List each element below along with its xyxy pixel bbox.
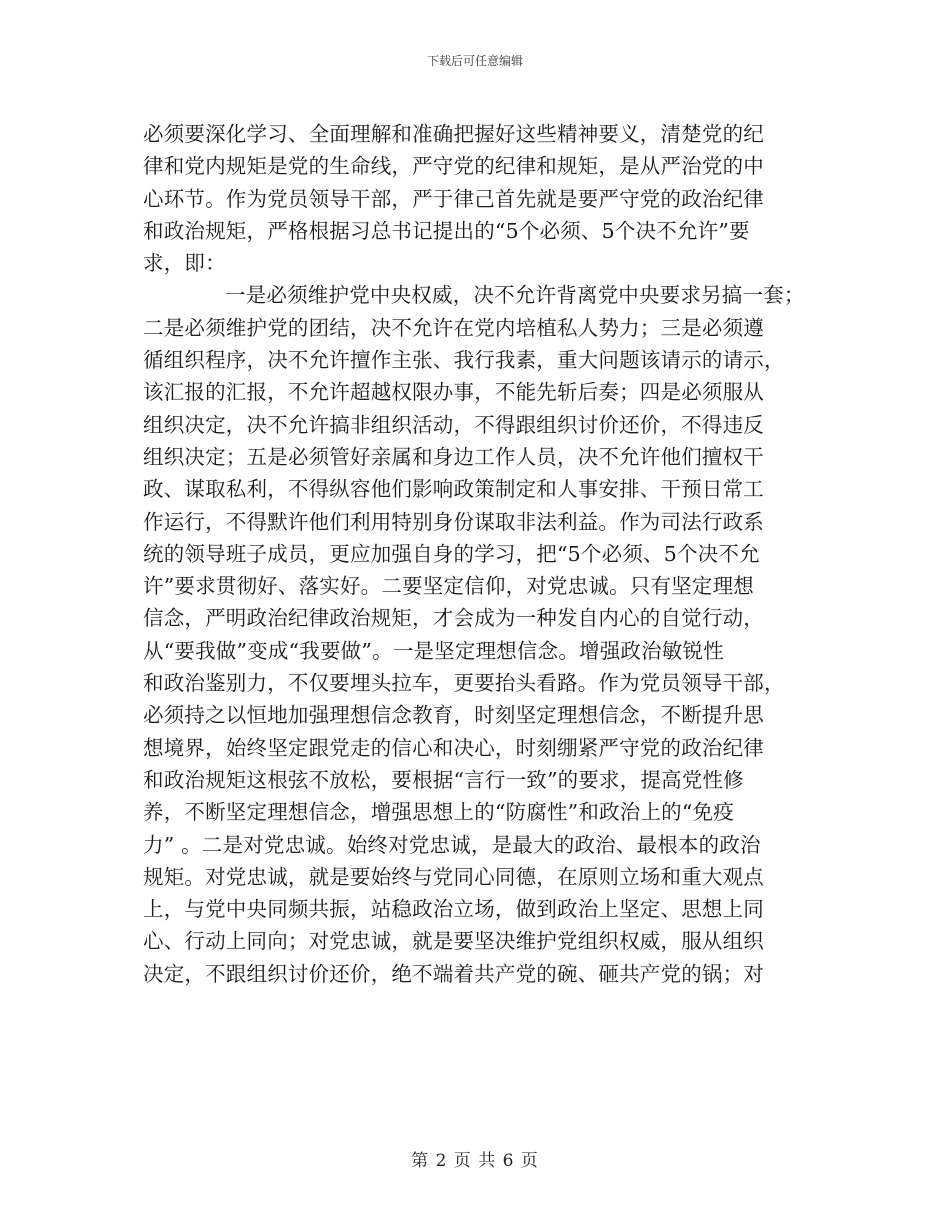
body-line: 许”要求贯彻好、落实好。二要坚定信仰，对党忠诚。只有坚定理想 — [143, 574, 754, 599]
body-line: 上，与党中央同频共振，站稳政治立场，做到政治上坚定、思想上同 — [143, 897, 764, 922]
body-line: 求，即： — [143, 251, 226, 276]
body-line: 决定，不跟组织讨价还价，绝不端着共产党的碗、砸共产党的锅；对 — [143, 961, 764, 986]
body-line: 和政治规矩这根弦不放松，要根据“言行一致”的要求，提高党性修 — [143, 767, 744, 792]
body-line: 从“要我做”变成“我要做”。一是坚定理想信念。增强政治敏锐性 — [143, 638, 724, 663]
body-line: 力” 。二是对党忠诚。始终对党忠诚，是最大的政治、最根本的政治 — [143, 832, 761, 857]
body-line: 作运行，不得默许他们利用特别身份谋取非法利益。作为司法行政系 — [143, 509, 764, 534]
page-number-footer: 第 2 页 共 6 页 — [411, 1151, 539, 1171]
body-line: 循组织程序，决不允许擅作主张、我行我素，重大问题该请示的请示， — [143, 348, 785, 373]
body-line: 组织决定；五是必须管好亲属和身边工作人员，决不允许他们擅权干 — [143, 444, 764, 469]
body-line: 二是必须维护党的团结，决不允许在党内培植私人势力；三是必须遵 — [143, 315, 764, 340]
body-line: 律和党内规矩是党的生命线，严守党的纪律和规矩，是从严治党的中 — [143, 154, 764, 179]
body-line: 必须持之以恒地加强理想信念教育，时刻坚定理想信念，不断提升思 — [143, 703, 764, 728]
body-line: 政、谋取私利，不得纵容他们影响政策制定和人事安排、干预日常工 — [143, 477, 764, 502]
paragraph-start-line: 一是必须维护党中央权威，决不允许背离党中央要求另搞一套； — [225, 283, 805, 308]
document-body — [143, 118, 815, 990]
body-line: 养，不断坚定理想信念，增强思想上的“防腐性”和政治上的“免疫 — [143, 800, 734, 825]
body-line: 统的领导班子成员，更应加强自身的学习，把“5个必须、5个决不允 — [143, 541, 760, 566]
body-line: 组织决定，决不允许搞非组织活动，不得跟组织讨价还价，不得违反 — [143, 412, 764, 437]
body-line: 和政治鉴别力，不仅要埋头拉车，更要抬头看路。作为党员领导干部， — [143, 671, 785, 696]
page-header: 下载后可任意编辑 — [426, 54, 523, 68]
body-line: 规矩。对党忠诚，就是要始终与党同心同德，在原则立场和重大观点 — [143, 864, 764, 889]
body-line: 必须要深化学习、全面理解和准确把握好这些精神要义，清楚党的纪 — [143, 122, 764, 146]
body-line: 想境界，始终坚定跟党走的信心和决心，时刻绷紧严守党的政治纪律 — [143, 735, 764, 760]
body-line: 心环节。作为党员领导干部，严于律己首先就是要严守党的政治纪律 — [143, 186, 764, 211]
body-line: 心、行动上同向；对党忠诚，就是要坚决维护党组织权威，服从组织 — [143, 929, 764, 954]
body-line: 信念，严明政治纪律政治规矩，才会成为一种发自内心的自觉行动， — [143, 606, 764, 631]
body-line: 该汇报的汇报，不允许超越权限办事，不能先斩后奏；四是必须服从 — [143, 380, 764, 405]
body-line: 和政治规矩，严格根据习总书记提出的“5个必须、5个决不允许”要 — [143, 218, 750, 243]
